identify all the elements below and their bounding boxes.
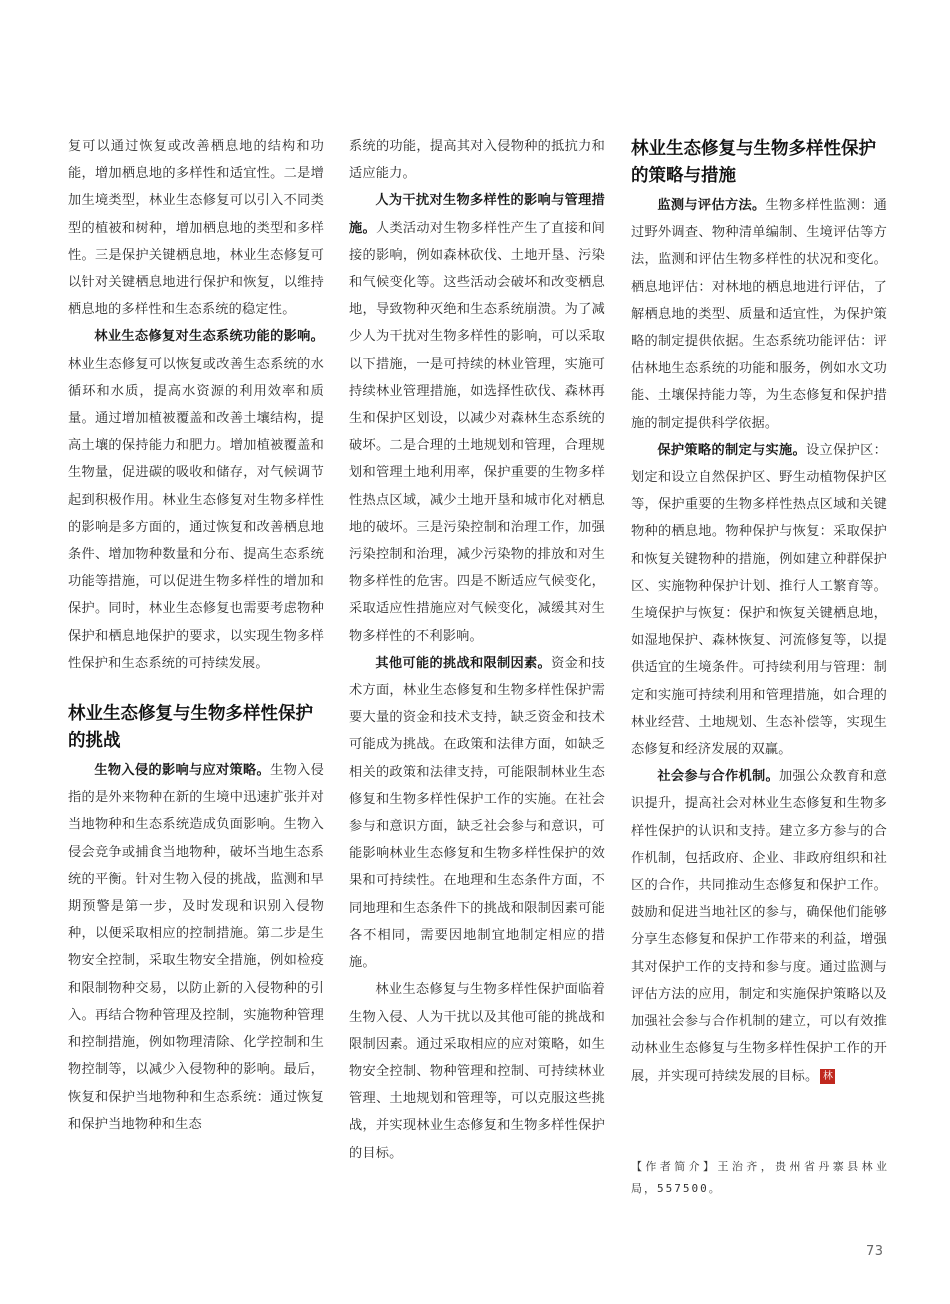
section-heading: 林业生态修复与生物多样性保护的挑战 [68, 704, 313, 752]
paragraph-lead: 其他可能的挑战和限制因素。 [375, 655, 552, 671]
column-2 [349, 133, 605, 1167]
section-heading: 林业生态修复与生物多样性保护的策略与措施 [631, 139, 876, 186]
paragraph [631, 192, 887, 437]
paragraph-lead: 人为干扰对生物多样性的影响与管理措施。 [349, 193, 605, 236]
paragraph-body: 林业生态修复可以恢复或改善生态系统的水循环和水质，提高水资源的利用效率和质量。通过增加植被覆盖和改善土壤结构，提高土壤的保持能力和肥力。增加植被覆盖和生物量，促进碳的吸收和储存，对气候调节起到积极作用。林业生态修复对生物多样性的影响是多方面的，通过恢复和改善栖息地条件、增加物种数量和分布、提高生态系统功能等措施，可以促进生物多样性的增加和保护。同时，林业生态修复也需要考虑物种保护和栖息地保护的要求，以实现生物多样性保护和生态系统的可持续发展。 [68, 356, 324, 671]
paragraph-lead: 生物入侵的影响与应对策略。 [94, 763, 271, 779]
column-3 [631, 133, 887, 1090]
paragraph: 系统的功能，提高其对入侵物种的抵抗力和适应能力。 [349, 139, 605, 182]
paragraph: 林业生态修复与生物多样性保护面临着生物入侵、人为干扰以及其他可能的挑战和限制因素。通过采取相应的应对策略，如生物安全控制、物种管理和控制、可持续林业管理、土地规划和管理等，可以克服这些挑战，并实现林业生态修复和生物多样性保护的目标。 [349, 982, 605, 1161]
paragraph [631, 763, 887, 1089]
paragraph [68, 757, 324, 1138]
paragraph [349, 187, 605, 649]
paragraph-lead: 监测与评估方法。 [657, 198, 766, 213]
paragraph: 复可以通过恢复或改善栖息地的结构和功能，增加栖息地的多样性和适宜性。二是增加生境类型，林业生态修复可以引入不同类型的植被和树种，增加栖息地的类型和多样性。三是保护关键栖息地，林业生态修复可以针对关键栖息地进行保护和恢复，以维持栖息地的多样性和生态系统的稳定性。 [68, 139, 324, 318]
paragraph [68, 323, 324, 677]
paragraph-body: 资金和技术方面，林业生态修复和生物多样性保护需要大量的资金和技术支持，缺乏资金和技术可能成为挑战。在政策和法律方面，如缺乏相关的政策和法律支持，可能限制林业生态修复和生物多样性保护工作的实施。在社会参与和意识方面，缺乏社会参与和意识，可能影响林业生态修复和生物多样性保护的效果和可持续性。在地理和生态条件方面，不同地理和生态条件下的挑战和限制因素可能各不相同，需要因地制宜地制定相应的措施。 [349, 655, 605, 971]
paragraph-body: 生物多样性监测：通过野外调查、物种清单编制、生境评估等方法，监测和评估生物多样性的状况和变化。栖息地评估：对林地的栖息地进行评估，了解栖息地的类型、质量和适宜性，为保护策略的制定提供依据。生态系统功能评估：评估林地生态系统的功能和服务，例如水文功能、土壤保持能力等，为生态修复和保护措施的制定提供科学依据。 [631, 198, 887, 431]
paragraph [631, 437, 887, 763]
paragraph-body: 生物入侵指的是外来物种在新的生境中迅速扩张并对当地物种和生态系统造成负面影响。生物入侵会竞争或捕食当地物种，破坏当地生态系统的平衡。针对生物入侵的挑战，监测和早期预警是第一步，及时发现和识别入侵物种，以便采取相应的控制措施。第二步是生物安全控制，采取生物安全措施，例如检疫和限制物种交易，以防止新的入侵物种的引入。再结合物种管理及控制，实施物种管理和控制措施，例如物理清除、化学控制和生物控制等，以减少入侵物种的影响。最后，恢复和保护当地物种和生态系统：通过恢复和保护当地物种和生态 [68, 763, 324, 1132]
paragraph-lead: 保护策略的制定与实施。 [657, 442, 807, 458]
end-mark-icon: 林 [820, 1069, 835, 1084]
paragraph-lead: 社会参与合作机制。 [657, 769, 780, 785]
paragraph-lead: 林业生态修复对生态系统功能的影响。 [94, 329, 324, 345]
paragraph-body: 人类活动对生物多样性产生了直接和间接的影响，例如森林砍伐、土地开垦、污染和气候变化等。这些活动会破坏和改变栖息地，导致物种灭绝和生态系统崩溃。为了减少人为干扰对生物多样性的影响，可以采取以下措施，一是可持续的林业管理，实施可持续林业管理措施，如选择性砍伐、森林再生和保护区划设，以减少对森林生态系统的破坏。二是合理的土地规划和管理，合理规划和管理土地利用率，保护重要的生物多样性热点区域，减少土地开垦和城市化对栖息地的破坏。三是污染控制和治理工作，加强污染控制和治理，减少污染物的排放和对生物多样性的危害。四是不断适应气候变化，采取适应性措施应对气候变化，减缓其对生物多样性的不利影响。 [349, 220, 605, 644]
paragraph [349, 650, 605, 976]
paragraph-body: 设立保护区：划定和设立自然保护区、野生动植物保护区等，保护重要的生物多样性热点区域和关键物种的栖息地。物种保护与恢复：采取保护和恢复关键物种的措施，例如建立种群保护区、实施物种保护计划、推行人工繁育等。生境保护与恢复：保护和恢复关键栖息地，如湿地保护、森林恢复、河流修复等，以提供适宜的生境条件。可持续利用与管理：制定和实施可持续利用和管理措施，如合理的林业经营、土地规划、生态补偿等，实现生态修复和经济发展的双赢。 [631, 442, 888, 758]
page-number: 73 [866, 1244, 884, 1259]
paragraph-body: 加强公众教育和意识提升，提高社会对林业生态修复和生物多样性保护的认识和支持。建立多方参与的合作机制，包括政府、企业、非政府组织和社区的合作，共同推动生态修复和保护工作。鼓励和促进当地社区的参与，确保他们能够分享生态修复和保护工作带来的利益，增强其对保护工作的支持和参与度。通过监测与评估方法的应用，制定和实施保护策略以及加强社会参与合作机制的建立，可以有效推动林业生态修复与生物多样性保护工作的开展，并实现可持续发展的目标。 [631, 769, 887, 1084]
author-bio: 【作者简介】王治齐，贵州省丹寨县林业局，557500。 [631, 1160, 889, 1195]
column-1 [68, 133, 324, 1138]
